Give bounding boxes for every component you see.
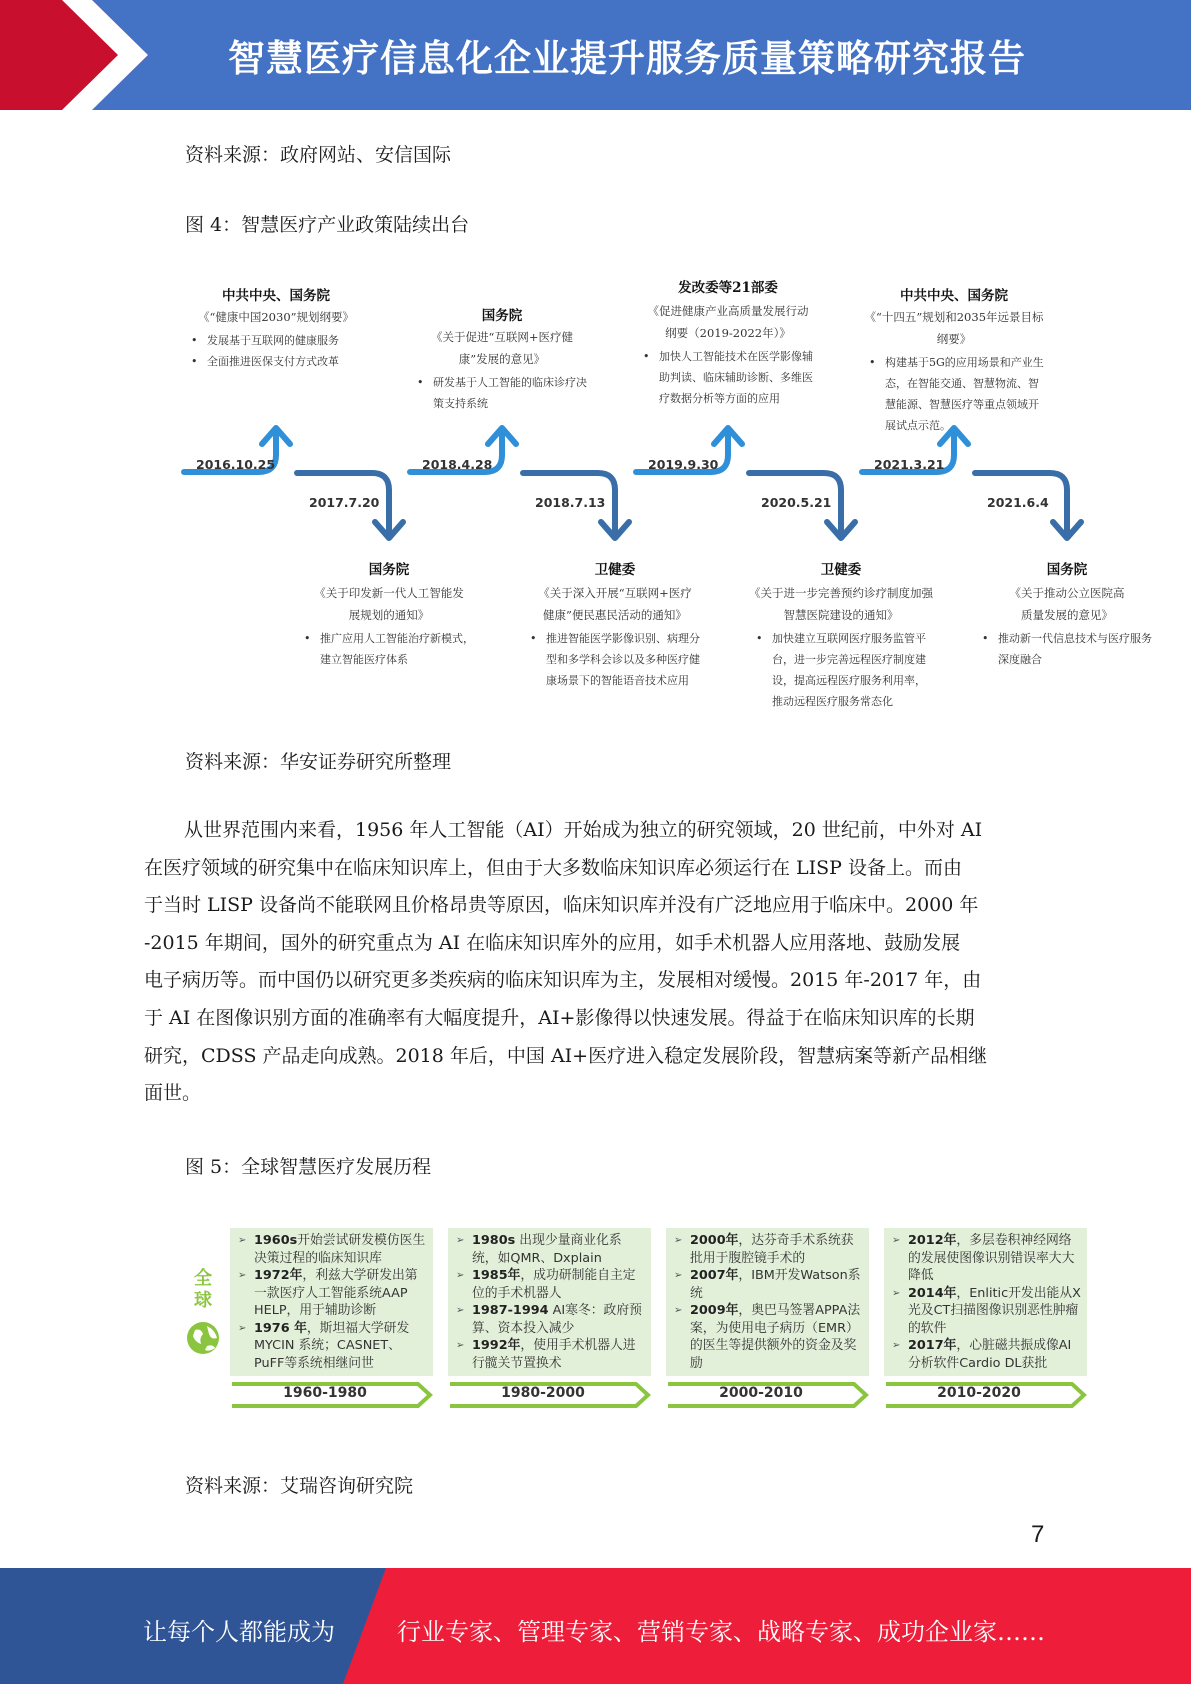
- body-paragraph: [144, 812, 1044, 1113]
- footer-slogan-right: 行业专家、管理专家、营销专家、战略专家、成功企业家……: [397, 1618, 1045, 1646]
- timeline-org: 国务院: [481, 308, 523, 324]
- timeline-org: 卫健委: [820, 562, 862, 578]
- footer-slogan-left: 让每个人都能成为: [143, 1618, 335, 1646]
- timeline-bullet: • 加快人工智能技术在医学影像辅助判读、临床辅助诊断、多维医疗数据分析等方面的应用: [641, 346, 819, 409]
- timeline-org: 国务院: [1046, 562, 1088, 578]
- era-banner: [230, 1381, 433, 1409]
- timeline-date: 2019.9.30: [648, 457, 719, 472]
- timeline-org: 国务院: [368, 562, 410, 578]
- paragraph-line: 电子病历等。而中国仍以研究更多类疾病的临床知识库为主，发展相对缓慢。2015 年-2017 年，由: [144, 969, 982, 992]
- timeline-date: 2018.7.13: [535, 495, 606, 510]
- page-footer: [0, 1568, 1191, 1684]
- paragraph-line: 从世界范围内来看，1956 年人工智能（AI）开始成为独立的研究领域，20 世纪前，中外对 AI: [184, 819, 983, 841]
- timeline-bullets: [528, 628, 706, 691]
- timeline-bullets: [641, 346, 819, 409]
- timeline-bullets: [415, 372, 593, 414]
- timeline-document: 《关于促进“互联网+医疗健 康”发展的意见》: [430, 330, 573, 366]
- era-item: ➢ 1972年，利兹大学研发出第一款医疗人工智能系统AAP HELP，用于辅助诊断: [238, 1267, 427, 1320]
- paragraph-line: -2015 年期间，国外的研究重点为 AI 在临床知识库外的应用，如手术机器人应用落地、鼓励发展: [144, 931, 961, 954]
- timeline-document: 《关于印发新一代人工智能发 展规划的通知》: [314, 586, 464, 622]
- source-note-3: 资料来源：艾瑞咨询研究院: [185, 1475, 414, 1497]
- era-item: ➢ 2000年，达芬奇手术系统获批用于腹腔镜手术的: [674, 1232, 863, 1267]
- era-label: 1960-1980: [283, 1385, 367, 1401]
- timeline-document: 《关于深入开展“互联网+医疗 健康”便民惠民活动的通知》: [538, 586, 692, 622]
- timeline-bullet: • 推广应用人工智能治疗新模式，建立智能医疗体系: [302, 628, 480, 670]
- global-label: 全球: [194, 1268, 212, 1311]
- timeline-org: 中共中央、国务院: [900, 288, 1008, 304]
- timeline-document: 《促进健康产业高质量发展行动 纲要（2019-2022年）》: [647, 304, 809, 340]
- era-column: [666, 1228, 869, 1376]
- timeline-document: 《关于推动公立医院高 质量发展的意见》: [1009, 586, 1125, 622]
- era-item: ➢ 1976 年，斯坦福大学研发MYCIN 系统；CASNET、PuFF等系统相继问世: [238, 1320, 427, 1373]
- timeline-bullet: • 推进智能医学影像识别、病理分型和多学科会诊以及多种医疗健康场景下的智能语音技术应用: [528, 628, 706, 691]
- timeline-bullets: [980, 628, 1158, 670]
- paragraph-line: 在医疗领域的研究集中在临床知识库上，但由于大多数临床知识库必须运行在 LISP 设备上。而由: [144, 856, 963, 879]
- policy-timeline-figure: [180, 280, 1152, 710]
- figure-4-caption: 图 4：智慧医疗产业政策陆续出台: [185, 214, 470, 236]
- timeline-bullets: [867, 352, 1045, 436]
- page-number: 7: [1031, 1521, 1045, 1548]
- era-banner: [666, 1381, 869, 1409]
- timeline-document: 《“十四五”规划和2035年远景目标 纲要》: [864, 310, 1044, 346]
- globe-icon: [185, 1320, 221, 1356]
- era-item: ➢ 1987-1994 AI寒冬：政府预算、资本投入减少: [456, 1302, 645, 1337]
- era-item: ➢ 1960s开始尝试研发模仿医生决策过程的临床知识库: [238, 1232, 427, 1267]
- era-item: ➢ 2014年，Enlitic开发出能从X光及CT扫描图像识别恶性肿瘤的软件: [892, 1285, 1081, 1338]
- timeline-org: 发改委等21部委: [678, 280, 778, 296]
- timeline-bullet: • 推动新一代信息技术与医疗服务深度融合: [980, 628, 1158, 670]
- timeline-org: 卫健委: [594, 562, 636, 578]
- timeline-document: 《关于进一步完善预约诊疗制度加强 智慧医院建设的通知》: [749, 586, 933, 622]
- timeline-date: 2016.10.25: [196, 457, 276, 472]
- era-column: [448, 1228, 651, 1376]
- era-label: 2010-2020: [937, 1385, 1021, 1401]
- timeline-date: 2021.6.4: [987, 495, 1049, 510]
- timeline-bullets: [189, 330, 367, 372]
- figure-5-caption: 图 5：全球智慧医疗发展历程: [185, 1156, 432, 1178]
- timeline-date: 2017.7.20: [309, 495, 380, 510]
- paragraph-line: 研究，CDSS 产品走向成熟。2018 年后，中国 AI+医疗进入稳定发展阶段，智慧病案等新产品相继: [144, 1044, 988, 1067]
- timeline-date: 2018.4.28: [422, 457, 493, 472]
- source-note-1: 资料来源：政府网站、安信国际: [185, 144, 452, 166]
- era-item: ➢ 1992年，使用手术机器人进行髋关节置换术: [456, 1337, 645, 1372]
- era-banner: [448, 1381, 651, 1409]
- page-header: [0, 0, 1191, 110]
- era-item: ➢ 2007年，IBM开发Watson系统: [674, 1267, 863, 1302]
- era-column: [884, 1228, 1087, 1376]
- era-label: 2000-2010: [719, 1385, 803, 1401]
- timeline-date: 2021.3.21: [874, 457, 945, 472]
- era-item: ➢ 1980s 出现少量商业化系统，如QMR、Dxplain: [456, 1232, 645, 1267]
- era-item: ➢ 2017年，心脏磁共振成像AI分析软件Cardio DL获批: [892, 1337, 1081, 1372]
- source-note-2: 资料来源：华安证券研究所整理: [185, 751, 452, 773]
- timeline-date: 2020.5.21: [761, 495, 832, 510]
- report-title: 智慧医疗信息化企业提升服务质量策略研究报告: [228, 37, 1026, 80]
- paragraph-line: 面世。: [144, 1082, 202, 1105]
- era-label: 1980-2000: [501, 1385, 585, 1401]
- era-item: ➢ 2012年，多层卷积神经网络的发展使图像识别错误率大大降低: [892, 1232, 1081, 1285]
- timeline-org: 中共中央、国务院: [222, 288, 330, 304]
- timeline-bullet: • 构建基于5G的应用场景和产业生态，在智能交通、智慧物流、智慧能源、智慧医疗等重点领域开展试点示范。: [867, 352, 1045, 436]
- era-item: ➢ 2009年，奥巴马签署APPA法案，为使用电子病历（EMR）的医生等提供额外的资金及奖励: [674, 1302, 863, 1372]
- timeline-bullet: • 加快建立互联网医疗服务监管平台，进一步完善远程医疗制度建设，提高远程医疗服务利用率，推动远程医疗服务常态化: [754, 628, 932, 712]
- era-banner: [884, 1381, 1087, 1409]
- header-chevron-icon: [0, 0, 160, 110]
- paragraph-line: 于当时 LISP 设备尚不能联网且价格昂贵等原因，临床知识库并没有广泛地应用于临床中。2000 年: [144, 894, 979, 917]
- global-development-figure: [185, 1228, 1090, 1418]
- timeline-bullet: • 全面推进医保支付方式改革: [189, 351, 367, 372]
- timeline-bullet: • 发展基于互联网的健康服务: [189, 330, 367, 351]
- era-column: [230, 1228, 433, 1376]
- timeline-bullet: • 研发基于人工智能的临床诊疗决策支持系统: [415, 372, 593, 414]
- paragraph-line: 于 AI 在图像识别方面的准确率有大幅度提升，AI+影像得以快速发展。得益于在临床知识库的长期: [144, 1006, 975, 1029]
- timeline-bullets: [754, 628, 932, 712]
- timeline-document: 《“健康中国2030”规划纲要》: [197, 310, 355, 324]
- era-item: ➢ 1985年，成功研制能自主定位的手术机器人: [456, 1267, 645, 1302]
- timeline-bullets: [302, 628, 480, 670]
